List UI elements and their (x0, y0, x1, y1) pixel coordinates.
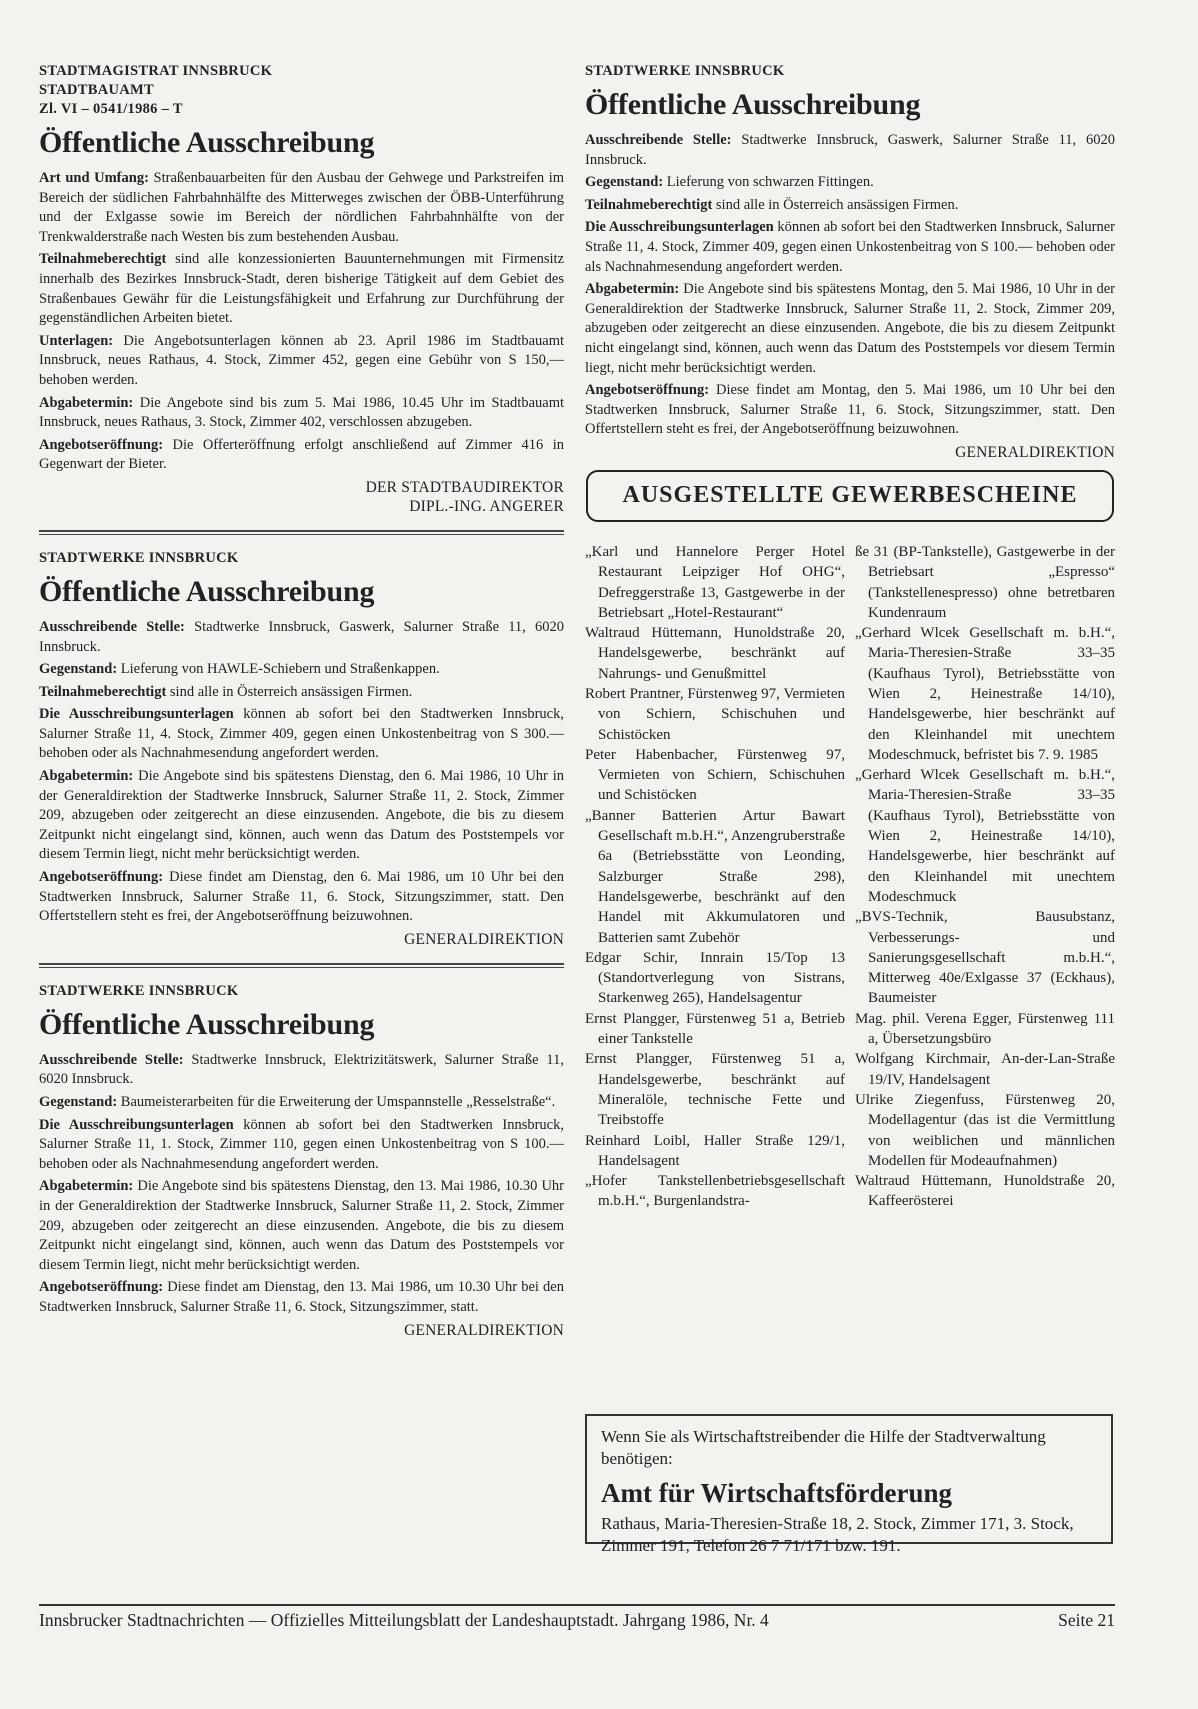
gewerbeschein-entry: Wolfgang Kirchmair, An-der-Lan-Straße 19/IV, Handelsagent (855, 1051, 1115, 1088)
paragraph (39, 332, 564, 391)
paragraph-text: Stadtwerke Innsbruck, Gaswerk, Salurner Straße 11, 6020 Innsbruck. (585, 132, 1115, 168)
info-box (585, 1414, 1113, 1555)
signature-line: DER STADTBAUDIREKTOR (365, 478, 564, 496)
paragraph (39, 394, 564, 433)
paragraph-text: Die Angebote sind bis zum 5. Mai 1986, 10.45 Uhr im Stadtbauamt Innsbruck, neues Rathaus, 3. Stock, Zimmer 402, verschlossen abzugeben. (39, 394, 565, 431)
paragraph-text: Lieferung von schwarzen Fittingen. (666, 174, 874, 191)
divider (39, 963, 564, 968)
paragraph (585, 196, 1115, 216)
paragraph-label: Ausschreibende Stelle: (39, 618, 185, 635)
paragraph-label: Die Ausschreibungsunterlagen (585, 219, 774, 236)
paragraph-label: Angebotseröffnung: (39, 436, 164, 453)
paragraph-label: Abgabetermin: (39, 394, 134, 411)
paragraph (39, 1051, 564, 1090)
gewerbeschein-entry: „Gerhard Wlcek Gesellschaft m. b.H.“, Maria-Theresien-Straße 33–35 (Kaufhaus Tyrol), Betriebsstätte von Wien 2, Heinestraße 14/10), Handelsgewerbe, hier beschränkt auf den Kleinhandel mit unechtem Modeschmuck (855, 767, 1115, 905)
reference-number: Zl. VI – 0541/1986 – T (39, 101, 183, 117)
gewerbeschein-entry: „Karl und Hannelore Perger Hotel Restaurant Leipziger Hof OHG“, Defreggerstraße 13, Gastgewerbe in der Betriebsart „Hotel-Restaurant“ (585, 543, 845, 621)
paragraph-label: Teilnahmeberechtigt (585, 196, 713, 213)
paragraph-label: Gegenstand: (39, 1094, 118, 1110)
paragraph-text: Die Angebote sind bis spätestens Montag, den 5. Mai 1986, 10 Uhr in der Generaldirektion der Stadtwerke Innsbruck, Salurner Straße 11, 2. Stock, Zimmer 209, abzugeben oder zeitgerecht an diese einzusenden. Angebote, die bis zu diesem Zeitpunkt nicht eingelangt sind, können, auch wenn das Datum des Poststempels vor diesem Termin liegt, nicht mehr berücksichtigt werden. (585, 281, 1115, 376)
paragraph-label: Teilnahmeberechtigt (39, 251, 167, 268)
paragraph-label: Angebotseröffnung: (39, 1279, 164, 1296)
paragraph (39, 250, 564, 328)
gewerbeschein-entry: ße 31 (BP-Tankstelle), Gastgewerbe in der Betriebsart „Espresso“ (Tankstellenespresso) ohne betretbaren Kundenraum (855, 543, 1115, 621)
notice-title: Öffentliche Ausschreibung (39, 574, 375, 608)
notice-title: Öffentliche Ausschreibung (39, 1007, 375, 1041)
issuer-line: STADTWERKE INNSBRUCK (39, 982, 239, 999)
paragraph (585, 173, 1115, 193)
paragraph-text: können ab sofort bei den Stadtwerken Innsbruck, Salurner Straße 11, 1. Stock, Zimmer 110, gegen einen Unkostenbeitrag von S 100.— behoben oder als Nachnahmesendung angefordert werden. (39, 1116, 564, 1172)
paragraph (39, 169, 564, 247)
notice-stadtwerke-gaswerk (39, 549, 564, 949)
paragraph (39, 1116, 564, 1175)
signature-line: GENERALDIREKTION (404, 1321, 564, 1339)
gewerbeschein-entry: Mag. phil. Verena Egger, Fürstenweg 111 a, Übersetzungsbüro (855, 1010, 1115, 1048)
paragraph (585, 131, 1115, 170)
signature-line: GENERALDIREKTION (404, 930, 564, 948)
page-number: Seite 21 (1058, 1610, 1115, 1630)
paragraph-label: Abgabetermin: (39, 1178, 134, 1195)
paragraph (39, 436, 564, 475)
paragraph-text: Stadtwerke Innsbruck, Elektrizitätswerk, Salurner Straße 11, 6020 Innsbruck. (39, 1051, 565, 1088)
paragraph-text: Diese findet am Montag, den 5. Mai 1986, um 10 Uhr bei den Stadtwerken Innsbruck, Salurner Straße 11, 6. Stock, Sitzungszimmer, statt. Den Offertstellern steht es frei, der Angebotseröffnung beizuwohnen. (585, 382, 1116, 438)
paragraph (39, 705, 564, 764)
signature-line: GENERALDIREKTION (955, 443, 1115, 461)
paragraph-text: Baumeisterarbeiten für die Erweiterung der Umspannstelle „Resselstraße“. (120, 1094, 556, 1110)
signature-name: DIPL.-ING. ANGERER (409, 497, 564, 515)
paragraph-label: Abgabetermin: (585, 281, 680, 298)
paragraph-label: Gegenstand: (39, 661, 118, 678)
paragraph (585, 218, 1115, 277)
paragraph-label: Abgabetermin: (39, 768, 134, 785)
paragraph-label: Ausschreibende Stelle: (585, 132, 732, 148)
gewerbescheine-title: AUSGESTELLTE GEWERBESCHEINE (586, 470, 1114, 522)
paragraph (39, 683, 564, 703)
paragraph-text: Diese findet am Dienstag, den 13. Mai 1986, um 10.30 Uhr bei den Stadtwerken Innsbruck, Salurner Straße 11, 6. Stock, Sitzungszimmer, statt. (39, 1279, 564, 1315)
paragraph-label: Art und Umfang: (39, 170, 149, 186)
issuer-line: STADTMAGISTRAT INNSBRUCK (39, 63, 273, 79)
paragraph-label: Angebotseröffnung: (39, 869, 164, 886)
paragraph-label: Unterlagen: (39, 332, 114, 349)
notice-title: Öffentliche Ausschreibung (585, 88, 921, 121)
notice-stadtwerke-fittinge (585, 62, 1115, 462)
paragraph-label: Gegenstand: (585, 174, 664, 191)
paragraph-text: Straßenbauarbeiten für den Ausbau der Gehwege und Parkstreifen im Bereich der südlichen Fahrbahnhälfte des Mitterweges zwischen der ÖBB-Unterführung und der Exlgasse sowie im Bereich der nördlichen Fahrbahnhälfte von der Trenkwalderstraße nach Westen bis zum bestehenden Ausbau. (39, 170, 565, 245)
paragraph-text: sind alle konzessionierten Bauunternehmungen mit Firmensitz innerhalb des Bezirkes Innsbruck-Stadt, deren bisherige Tätigkeit auf dem Gebiet des Straßenbaues Gewähr für die Leistungsfähigkeit und Erfahrung zur Durchführung der gegenständlichen Arbeiten bietet. (39, 251, 565, 327)
gewerbeschein-entry: Robert Prantner, Fürstenweg 97, Vermieten von Schiern, Schischuhen und Schistöcken (585, 685, 845, 743)
paragraph (39, 618, 564, 657)
notice-stadtbauamt (39, 62, 564, 516)
paragraph-label: Ausschreibende Stelle: (39, 1051, 184, 1068)
publication-line: Innsbrucker Stadtnachrichten — Offizielles Mitteilungsblatt der Landeshauptstadt. Jahrgang 1986, Nr. 4 (39, 1610, 769, 1630)
paragraph (39, 1278, 564, 1317)
left-column (39, 62, 564, 1340)
gewerbeschein-entry: Ulrike Ziegenfuss, Fürstenweg 20, Modellagentur (das ist die Vermittlung von weiblichen und männlichen Modellen für Modeaufnahmen) (855, 1091, 1115, 1169)
gewerbeschein-entry: Waltraud Hüttemann, Hunoldstraße 20, Handelsgewerbe, beschränkt auf Nahrungs- und Genußmittel (585, 625, 845, 682)
paragraph (39, 1093, 564, 1113)
paragraph-text: Die Offerteröffnung erfolgt anschließend auf Zimmer 416 in Gegenwart der Bieter. (39, 436, 564, 473)
gewerbeschein-entry: Waltraud Hüttemann, Hunoldstraße 20, Kaffeerösterei (855, 1173, 1115, 1210)
paragraph-label: Teilnahmeberechtigt (39, 683, 167, 700)
info-intro: Wenn Sie als Wirtschaftstreibender die Hilfe der Stadtverwaltung benötigen: (601, 1427, 1046, 1468)
paragraph-label: Angebotseröffnung: (585, 382, 710, 399)
office-address: Rathaus, Maria-Theresien-Straße 18, 2. Stock, Zimmer 171, 3. Stock, Zimmer 191, Telefon 26 7 71/171 bzw. 191. (601, 1514, 1074, 1555)
paragraph (585, 381, 1115, 440)
paragraph-label: Die Ausschreibungsunterlagen (39, 1116, 234, 1133)
gewerbeschein-entry: Peter Habenbacher, Fürstenweg 97, Vermieten von Schiern, Schischuhen und Schistöcken (585, 746, 845, 804)
paragraph-text: sind alle in Österreich ansässigen Firmen. (169, 683, 413, 700)
paragraph-text: Lieferung von HAWLE-Schiebern und Straßenkappen. (120, 661, 440, 678)
gewerbeschein-entry: Edgar Schir, Innrain 15/Top 13 (Standortverlegung von Sistrans, Starkenweg 265), Handelsagentur (585, 949, 845, 1007)
paragraph-text: Die Angebote sind bis spätestens Dienstag, den 6. Mai 1986, 10 Uhr in der Generaldirektion der Stadtwerke Innsbruck, Salurner Straße 11, 2. Stock, Zimmer 209, abzugeben oder zeitgerecht an diese einzusenden. Angebote, die bis zu diesem Zeitpunkt nicht eingelangt sind, können, auch wenn das Datum des Poststempels vor diesem Termin liegt, nicht mehr berücksichtigt werden. (39, 768, 565, 863)
paragraph-text: Stadtwerke Innsbruck, Gaswerk, Salurner Straße 11, 6020 Innsbruck. (39, 618, 564, 655)
gewerbeschein-entry: Ernst Plangger, Fürstenweg 51 a, Betrieb einer Tankstelle (585, 1010, 845, 1048)
right-column (585, 62, 1115, 1212)
paragraph (585, 280, 1115, 378)
notice-title: Öffentliche Ausschreibung (39, 126, 375, 159)
gewerbeschein-entry: „BVS-Technik, Bausubstanz, Verbesserungs- und Sanierungsgesellschaft m.b.H.“, Mitterweg 40e/Exlgasse 37 (Eckhaus), Baumeister (855, 909, 1115, 1007)
gewerbescheine-list (585, 542, 1115, 1212)
gewerbeschein-entry: „Banner Batterien Artur Bawart Gesellschaft m.b.H.“, Anzengruberstraße 6a (Betriebsstätte von Leonding, Salzburger Straße 298), Handelsgewerbe, beschränkt auf den Handel mit Akkumulatoren und Batterien samt Zubehör (585, 807, 845, 946)
paragraph-label: Die Ausschreibungsunterlagen (39, 706, 234, 723)
gewerbeschein-entry: Reinhard Loibl, Haller Straße 129/1, Handelsagent (585, 1132, 845, 1169)
paragraph-text: Die Angebotsunterlagen können ab 23. April 1986 im Stadtbauamt Innsbruck, neues Rathaus, 4. Stock, Zimmer 452, gegen eine Gebühr von S 150,— behoben werden. (39, 332, 564, 388)
issuer-line: STADTWERKE INNSBRUCK (39, 549, 239, 566)
paragraph-text: können ab sofort bei den Stadtwerken Innsbruck, Salurner Straße 11, 4. Stock, Zimmer 409, gegen einen Unkostenbeitrag von S 100.— behoben oder als Nachnahmesendung angefordert werden. (585, 219, 1116, 275)
paragraph-text: sind alle in Österreich ansässigen Firmen. (715, 196, 959, 213)
gewerbeschein-entry: Ernst Plangger, Fürstenweg 51 a, Handelsgewerbe, beschränkt auf Mineralöle, technische Fette und Treibstoffe (585, 1051, 845, 1129)
paragraph-text: Diese findet am Dienstag, den 6. Mai 1986, um 10 Uhr bei den Stadtwerken Innsbruck, Salurner Straße 11, 6. Stock, Sitzungszimmer, statt. Den Offertstellern steht es frei, der Angebotseröffnung beizuwohnen. (39, 869, 564, 925)
gewerbeschein-entry: „Gerhard Wlcek Gesellschaft m. b.H.“, Maria-Theresien-Straße 33–35 (Kaufhaus Tyrol), Betriebsstätte von Wien 2, Heinestraße 14/10), Handelsgewerbe, hier beschränkt auf den Kleinhandel mit unechtem Modeschmuck, befristet bis 7. 9. 1985 (855, 625, 1115, 763)
divider (39, 530, 564, 535)
paragraph (39, 1177, 564, 1275)
office-name: Amt für Wirtschaftsförderung (601, 1478, 952, 1508)
gewerbescheine-column-2 (855, 542, 1115, 1212)
gewerbescheine-column-1 (585, 542, 845, 1212)
paragraph (39, 767, 564, 865)
issuer-line: STADTWERKE INNSBRUCK (585, 63, 785, 79)
paragraph-text: können ab sofort bei den Stadtwerken Innsbruck, Salurner Straße 11, 4. Stock, Zimmer 409, gegen einen Unkostenbeitrag von S 300.— behoben oder als Nachnahmesendung angefordert werden. (39, 706, 564, 762)
notice-stadtwerke-elektrizitaetswerk (39, 982, 564, 1340)
paragraph-text: Die Angebote sind bis spätestens Dienstag, den 13. Mai 1986, 10.30 Uhr in der Generaldirektion der Stadtwerke Innsbruck, Salurner Straße 11, 2. Stock, Zimmer 209, abzugeben oder zeitgerecht an diese einzusenden. Angebote, die bis zu diesem Zeitpunkt nicht eingelangt sind, können, auch wenn das Datum des Poststempels vor diesem Termin liegt, nicht mehr berücksichtigt werden. (39, 1178, 565, 1273)
paragraph (39, 868, 564, 927)
department-line: STADTBAUAMT (39, 82, 155, 98)
page-footer (39, 1604, 1115, 1631)
paragraph (39, 660, 564, 680)
gewerbeschein-entry: „Hofer Tankstellenbetriebsgesellschaft m.b.H.“, Burgenlandstra- (585, 1173, 845, 1210)
